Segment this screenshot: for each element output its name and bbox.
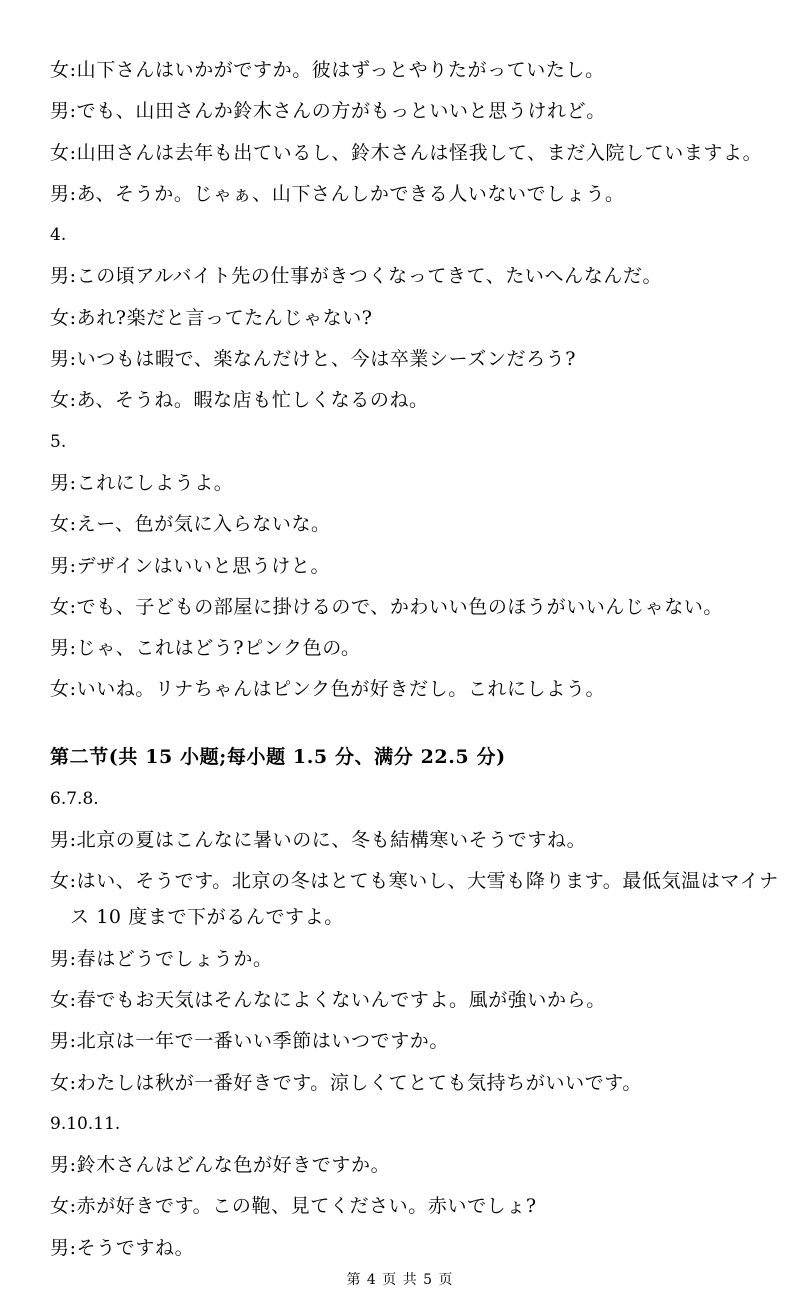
section-heading: 第二节(共 15 小题;每小题 1.5 分、满分 22.5 分)	[50, 746, 506, 769]
question-number: 5.	[50, 431, 67, 452]
question-number: 4.	[50, 225, 67, 246]
dialogue-line: 男:鈴木さんはどんな色が好きですか。	[50, 1154, 391, 1177]
dialogue-line: 女:春でもお天気はそんなによくないんですよ。風が強いから。	[50, 988, 606, 1011]
transcript-body	[50, 58, 779, 1277]
question-number: 6.7.8.	[50, 788, 99, 809]
dialogue-line: 女:山下さんはいかがですか。彼はずっとやりたがっていたし。	[50, 59, 605, 81]
dialogue-line: 男:この頃アルバイト先の仕事がきつくなってきて、たいへんなんだ。	[50, 265, 663, 288]
dialogue-line: 男:あ、そうか。じゃぁ、山下さんしかできる人いないでしょう。	[50, 182, 625, 205]
dialogue-line: 女:山田さんは去年も出ているし、鈴木さんは怪我して、まだ入院していますよ。	[50, 141, 763, 164]
dialogue-line: 男:でも、山田さんか鈴木さんの方がもっといいと思うけれど。	[50, 100, 606, 123]
dialogue-line: 女:はい、そうです。北京の冬はとても寒いし、大雪も降ります。最低気温はマイナ	[50, 870, 779, 893]
dialogue-line: 男:春はどうでしょうか。	[50, 947, 273, 970]
dialogue-line: 女:えー、色が気に入らないな。	[50, 513, 331, 536]
dialogue-line: 女:いいね。リナちゃんはピンク色が好きだし。これにしよう。	[50, 678, 606, 701]
dialogue-line: 女:でも、子どもの部屋に掛けるので、かわいい色のほうがいいんじゃない。	[50, 595, 724, 618]
dialogue-line: 女:あ、そうね。暇な店も忙しくなるのね。	[50, 389, 429, 412]
dialogue-line: 男:デザインはいいと思うけと。	[50, 554, 331, 577]
dialogue-line: 男:これにしようよ。	[50, 471, 234, 494]
dialogue-line: 女:あれ?楽だと言ってたんじゃない?	[50, 306, 373, 329]
question-number: 9.10.11.	[50, 1113, 121, 1134]
dialogue-line: 男:そうですね。	[50, 1236, 195, 1259]
dialogue-line: 女:わたしは秋が一番好きです。涼しくてとても気持ちがいいです。	[50, 1071, 642, 1094]
dialogue-line: 男:北京は一年で一番いい季節はいつですか。	[50, 1030, 450, 1053]
dialogue-line: 男:北京の夏はこんなに暑いのに、冬も結構寒いそうですね。	[50, 829, 587, 852]
dialogue-line: 男:いつもは暇で、楽なんだけと、今は卒業シーズンだろう?	[50, 348, 577, 371]
dialogue-line: 女:赤が好きです。この鞄、見てください。赤いでしょ?	[50, 1195, 537, 1218]
dialogue-line-continuation: ス 10 度まで下がるんですよ。	[70, 906, 344, 929]
dialogue-line: 男:じゃ、これはどう?ピンク色の。	[50, 637, 361, 660]
page-footer: 第 4 页 共 5 页	[346, 1272, 454, 1288]
